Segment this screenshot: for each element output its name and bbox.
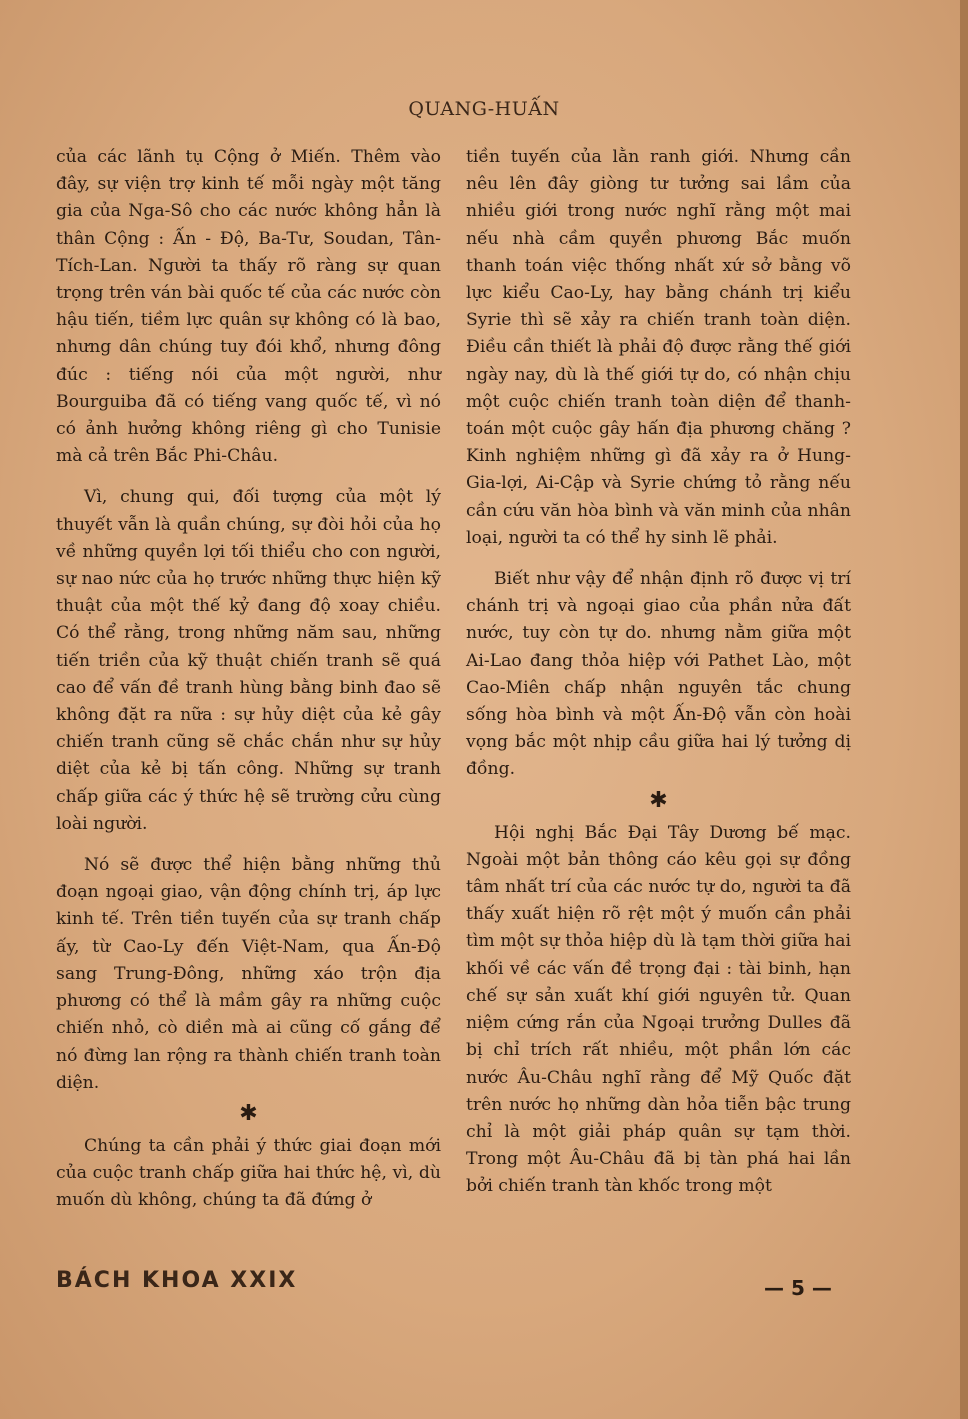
right-paragraph-2: Biết như vậy để nhận định rõ được vị trí chánh trị và ngoại giao của phần nửa đất nước, tuy còn tự do. nhưng nằm giữa một Ai-Lao đang thỏa hiệp với Pathet Lào, một Cao-Miên chấp nhận nguyên tắc chung sống hòa bình và một Ấn-Độ vẫn còn hoài vọng bắc một nhịp cầu giữa hai lý tưởng dị đồng. (466, 569, 851, 780)
left-column (56, 144, 441, 1215)
left-paragraph-2: Vì, chung qui, đối tượng của một lý thuyết vẫn là quần chúng, sự đòi hỏi của họ về những quyền lợi tối thiểu cho con người, sự nao nức của họ trước những thực hiện kỹ thuật của một thế kỷ đang độ xoay chiều. Có thể rằng, trong những năm sau, những tiến triền của kỹ thuật chiến tranh sẽ quá cao để vấn đề tranh hùng bằng binh đao sẽ không đặt ra nữa : sự hủy diệt của kẻ gây chiến tranh cũng sẽ chắc chắn như sự hủy diệt của kẻ bị tấn công. Những sự tranh chấp giữa các ý thức hệ sẽ trường cửu cùng loài người. (56, 487, 441, 834)
running-header: QUANG-HUẤN (408, 98, 560, 120)
section-divider-star-icon: ✱ (239, 1100, 258, 1126)
section-divider-star-icon: ✱ (649, 787, 668, 813)
left-paragraph-3: Nó sẽ được thể hiện bằng những thủ đoạn ngoại giao, vận động chính trị, áp lực kinh tế. Trên tiền tuyến của sự tranh chấp ấy, từ Cao-Ly đến Việt-Nam, qua Ấn-Độ sang Trung-Đông, những xáo trộn địa phương có thể là mầm gây ra những cuộc chiến nhỏ, cò diền mà ai cũng cố gắng để nó đừng lan rộng ra thành chiến tranh toàn diện. (56, 855, 441, 1093)
left-paragraph-1: của các lãnh tụ Cộng ở Miến. Thêm vào đây, sự viện trợ kinh tế mỗi ngày một tăng gia của Nga-Sô cho các nước không hẳn là thân Cộng : Ấn - Độ, Ba-Tư, Soudan, Tân-Tích-Lan. Người ta thấy rõ ràng sự quan trọng trên ván bài quốc tế của các nước còn hậu tiến, tiềm lực quân sự không có là bao, nhưng dân chúng tuy đói khổ, nhưng đông đúc : tiếng nói của một người, như Bourguiba đã có tiếng vang quốc tế, vì nó có ảnh hưởng không riêng gì cho Tunisie mà cả trên Bắc Phi-Châu. (56, 147, 441, 467)
right-paragraph-3: Hội nghị Bắc Đại Tây Dương bế mạc. Ngoài một bản thông cáo kêu gọi sự đồng tâm nhất trí của các nước tự do, người ta đã thấy xuất hiện rõ rệt một ý muốn cần phải tìm một sự thỏa hiệp dù là tạm thời giữa hai khối về các vấn đề trọng đại : tài binh, hạn chế sự sản xuất khí giới nguyên tử. Quan niệm cứng rắn của Ngoại trưởng Dulles đã bị chỉ trích rất nhiều, một phần lớn các nước Âu-Châu nghĩ rằng để Mỹ Quốc đặt trên nước họ những dàn hỏa tiễn bậc trung chỉ là một giải pháp quân sự tạm thời. Trong một Âu-Châu đã bị tàn phá hai lần bởi chiến tranh tàn khốc trong một (466, 822, 851, 1197)
left-paragraph-4: Chúng ta cần phải ý thức giai đoạn mới của cuộc tranh chấp giữa hai thức hệ, vì, dù muốn dù không, chúng ta đã đứng ở (56, 1135, 441, 1211)
right-column (466, 144, 851, 1201)
page-number: — 5 — (764, 1276, 832, 1300)
journal-footer: BÁCH KHOA XXIX (56, 1268, 298, 1293)
page-edge (960, 0, 968, 1419)
right-paragraph-1: tiền tuyến của lằn ranh giới. Nhưng cần nêu lên đây giòng tư tưởng sai lầm của nhiều giới trong nước nghĩ rằng một mai nếu nhà cầm quyền phương Bắc muốn thanh toán việc thống nhất xứ sở bằng võ lực kiểu Cao-Ly, hay bằng chánh trị kiểu Syrie thì sẽ xảy ra chiến tranh toàn diện. Điều cần thiết là phải độ được rằng thế giới ngày nay, dù là thế giới tự do, có nhận chịu một cuộc chiến tranh toàn diện để thanh-toán một cuộc gây hấn địa phương chăng ? Kinh nghiệm những gì đã xảy ra ở Hung-Gia-lợi, Ai-Cập và Syrie chứng tỏ rằng nếu cần cứu văn hòa bình và văn minh của nhân loại, người ta có thể hy sinh lẽ phải. (466, 147, 851, 548)
